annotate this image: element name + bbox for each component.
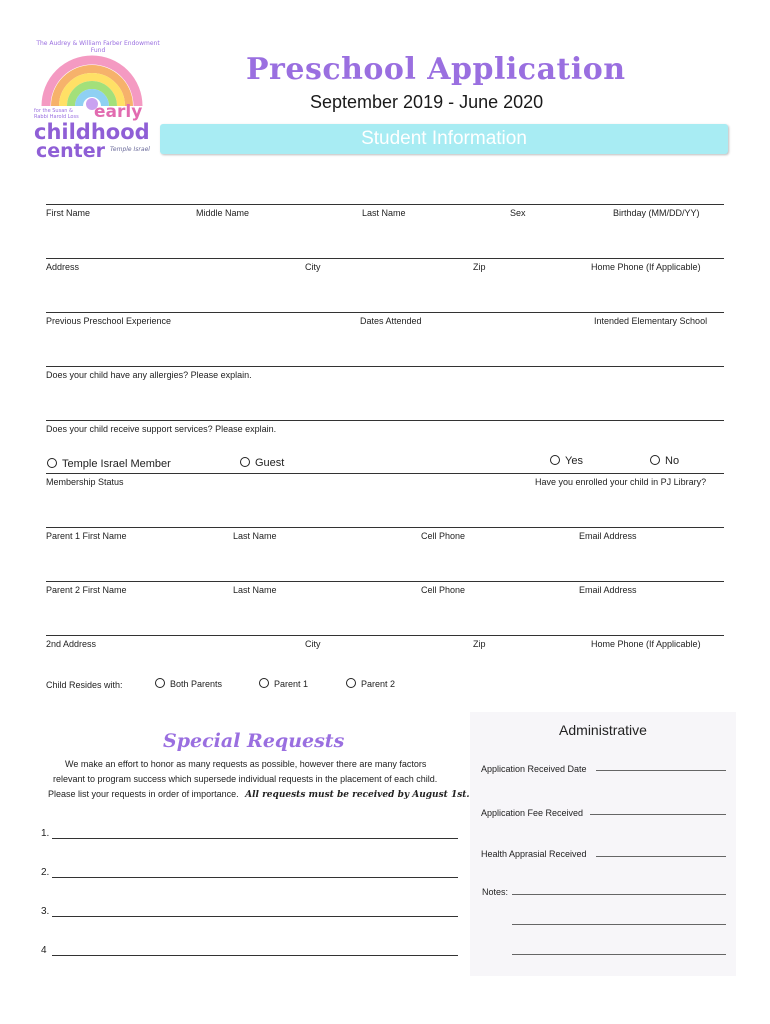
radio-circle-icon[interactable] — [240, 457, 250, 467]
option-guest[interactable] — [240, 457, 284, 469]
row1-line[interactable] — [46, 204, 724, 205]
label-parent2-last-name: Last Name — [233, 585, 277, 595]
logo-early: early — [94, 102, 143, 122]
option-pj-yes[interactable] — [550, 455, 583, 467]
radio-circle-icon[interactable] — [346, 678, 356, 688]
option-both-parents[interactable] — [155, 678, 222, 689]
option-label: Both Parents — [170, 679, 223, 689]
radio-circle-icon[interactable] — [259, 678, 269, 688]
label-membership-status: Membership Status — [46, 477, 124, 487]
parent1-line[interactable] — [46, 527, 724, 528]
administrative-title: Administrative — [559, 722, 647, 738]
label-dates-attended: Dates Attended — [360, 316, 422, 326]
label-middle-name: Middle Name — [196, 208, 250, 218]
label-parent1-email: Email Address — [579, 531, 637, 541]
request-line-3[interactable] — [52, 916, 458, 917]
label-parent2-first-name: Parent 2 First Name — [46, 585, 127, 595]
label-home-phone: Home Phone (If Applicable) — [591, 262, 701, 272]
radio-circle-icon[interactable] — [47, 458, 57, 468]
administrative-box — [470, 712, 736, 976]
logo-for-text-1: for the Susan & — [34, 108, 73, 114]
label-sex: Sex — [510, 208, 526, 218]
notes-line-1[interactable] — [512, 894, 726, 895]
label-city: City — [305, 262, 321, 272]
request-line-2[interactable] — [52, 877, 458, 878]
request-line-4[interactable] — [52, 955, 458, 956]
label-2nd-home-phone: Home Phone (If Applicable) — [591, 639, 701, 649]
label-parent2-email: Email Address — [579, 585, 637, 595]
notes-line-2[interactable] — [512, 924, 726, 925]
radio-circle-icon[interactable] — [550, 455, 560, 465]
page-subtitle: September 2019 - June 2020 — [310, 92, 544, 112]
logo-temple: Temple Israel — [110, 146, 150, 153]
logo-childhood: childhood — [34, 120, 150, 144]
option-label: Temple Israel Member — [62, 458, 171, 470]
label-parent1-first-name: Parent 1 First Name — [46, 531, 127, 541]
label-health-appraisal-received: Health Apprasial Received — [481, 849, 587, 859]
request-line-1[interactable] — [52, 838, 458, 839]
special-requests-deadline: All requests must be received by August 1st. — [245, 790, 470, 800]
label-intended-elementary: Intended Elementary School — [594, 316, 708, 326]
option-label: Guest — [255, 457, 285, 469]
label-address: Address — [46, 262, 80, 272]
label-previous-preschool: Previous Preschool Experience — [46, 316, 172, 326]
label-2nd-zip: Zip — [473, 639, 486, 649]
address2-line[interactable] — [46, 635, 724, 636]
label-first-name: First Name — [46, 208, 91, 218]
logo-arc-text: The Audrey & William Farber Endowment Fund — [36, 40, 160, 54]
school-logo — [28, 40, 158, 160]
request-number-3: 3. — [41, 906, 50, 917]
notes-line-3[interactable] — [512, 954, 726, 955]
radio-circle-icon[interactable] — [155, 678, 165, 688]
label-2nd-city: City — [305, 639, 321, 649]
special-requests-line3 — [48, 789, 470, 800]
label-support-services: Does your child receive support services? Please explain. — [46, 424, 277, 434]
logo-center: center — [36, 140, 106, 162]
option-label: Yes — [565, 455, 583, 467]
line-application-received-date[interactable] — [596, 770, 726, 771]
line-health-appraisal-received[interactable] — [596, 856, 726, 857]
request-number-4: 4 — [41, 945, 47, 956]
label-child-resides-with: Child Resides with: — [46, 680, 123, 690]
option-label: No — [665, 455, 680, 467]
section-banner-label: Student Information — [361, 128, 527, 149]
label-application-received-date: Application Received Date — [481, 764, 587, 774]
label-allergies: Does your child have any allergies? Please explain. — [46, 370, 252, 380]
label-parent2-cell-phone: Cell Phone — [421, 585, 466, 595]
label-birthday: Birthday (MM/DD/YY) — [613, 208, 700, 218]
option-parent-2[interactable] — [346, 678, 395, 689]
allergies-line[interactable] — [46, 366, 724, 367]
label-zip: Zip — [473, 262, 486, 272]
label-pj-library-question: Have you enrolled your child in PJ Library? — [535, 477, 707, 487]
option-parent-1[interactable] — [259, 678, 308, 689]
label-parent1-cell-phone: Cell Phone — [421, 531, 466, 541]
special-requests-line3-text: Please list your requests in order of importance. — [48, 789, 239, 799]
label-last-name: Last Name — [362, 208, 406, 218]
option-label: Parent 2 — [361, 679, 396, 689]
line-application-fee-received[interactable] — [590, 814, 726, 815]
label-notes: Notes: — [482, 887, 509, 897]
support-line[interactable] — [46, 420, 724, 421]
section-banner-student-information — [160, 124, 728, 154]
request-number-2: 2. — [41, 867, 50, 878]
row3-line[interactable] — [46, 312, 724, 313]
option-label: Parent 1 — [274, 679, 309, 689]
special-requests-line2: relevant to program success which supersede individual requests in the placement of each child. — [53, 774, 438, 784]
label-parent1-last-name: Last Name — [233, 531, 277, 541]
page-title: Preschool Application — [246, 52, 626, 87]
special-requests-title: Special Requests — [163, 730, 345, 752]
option-temple-israel-member[interactable] — [47, 458, 171, 470]
special-requests-line1: We make an effort to honor as many requests as possible, however there are many factors — [65, 759, 427, 769]
request-number-1: 1. — [41, 828, 50, 839]
radio-circle-icon[interactable] — [650, 455, 660, 465]
option-pj-no[interactable] — [650, 455, 679, 467]
label-application-fee-received: Application Fee Received — [481, 808, 584, 818]
label-2nd-address: 2nd Address — [46, 639, 97, 649]
parent2-line[interactable] — [46, 581, 724, 582]
logo-for-text-2: Rabbi Harold Loss — [34, 114, 79, 120]
membership-line — [46, 473, 724, 474]
row2-line[interactable] — [46, 258, 724, 259]
